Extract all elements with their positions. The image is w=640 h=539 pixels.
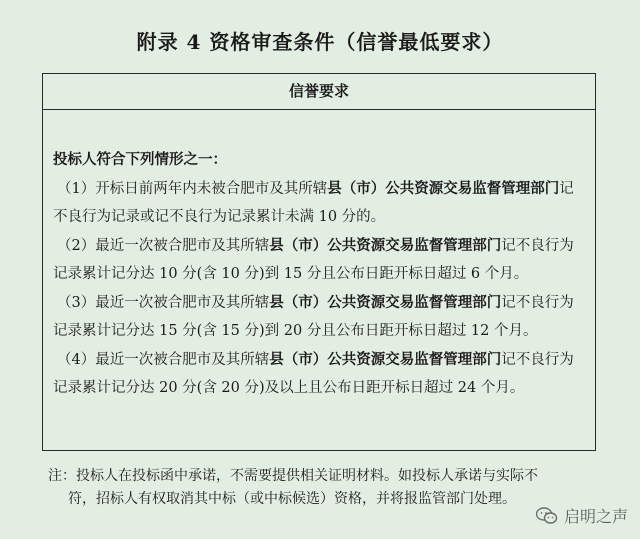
lead-text: 投标人符合下列情形之一：	[53, 151, 227, 168]
item-3-authority: 县（市）公共资源交易监督管理部门	[269, 293, 502, 311]
item-4-text-a: （4）最近一次被合肥市及其所辖	[57, 351, 270, 368]
requirements-table	[42, 73, 596, 451]
item-3-text-c: 记不良行为	[501, 294, 574, 311]
footnote-line-1: 注：投标人在投标函中承诺，不需要提供相关证明材料。如投标人承诺与实际不	[48, 468, 538, 484]
footnote-line-2: 符，招标人有权取消其中标（或中标候选）资格，并将报监管部门处理。	[68, 491, 516, 507]
item-2-text-c: 记不良行为	[501, 237, 574, 254]
watermark	[536, 504, 628, 527]
item-4-text-c: 记不良行为	[501, 351, 574, 368]
item-2-authority: 县（市）公共资源交易监督管理部门	[269, 236, 502, 254]
table-header: 信誉要求	[43, 74, 595, 110]
item-4-authority: 县（市）公共资源交易监督管理部门	[269, 350, 502, 368]
page-title: 附录 4 资格审查条件（信誉最低要求）	[136, 30, 504, 54]
item-3-line-1	[53, 289, 585, 318]
item-1-text-c: 记	[559, 180, 574, 197]
item-2-line-1	[53, 232, 585, 261]
item-3-line-2: 记录累计记分达 15 分(含 15 分)到 20 分且公布日距开标日超过 12 个月。	[53, 323, 538, 339]
watermark-text: 启明之声	[563, 507, 628, 526]
item-4-line-2: 记录累计记分达 20 分(含 20 分)及以上且公布日距开标日超过 24 个月。	[53, 380, 525, 396]
wechat-icon	[536, 507, 558, 525]
item-1-line-2: 不良行为记录或记不良行为记录累计未满 10 分的。	[53, 209, 386, 225]
item-1-text-a: （1）开标日前两年内未被合肥市及其所辖	[57, 180, 328, 197]
item-3-text-a: （3）最近一次被合肥市及其所辖	[57, 294, 270, 311]
item-2-line-2: 记录累计记分达 10 分(含 10 分)到 15 分且公布日距开标日超过 6 个月。	[53, 266, 529, 282]
table-body	[43, 110, 595, 403]
item-4-line-1	[53, 346, 585, 375]
item-1-authority: 县（市）公共资源交易监督管理部门	[327, 179, 560, 197]
item-1-line-1	[53, 175, 585, 204]
footnote	[48, 465, 608, 511]
item-2-text-a: （2）最近一次被合肥市及其所辖	[57, 237, 270, 254]
